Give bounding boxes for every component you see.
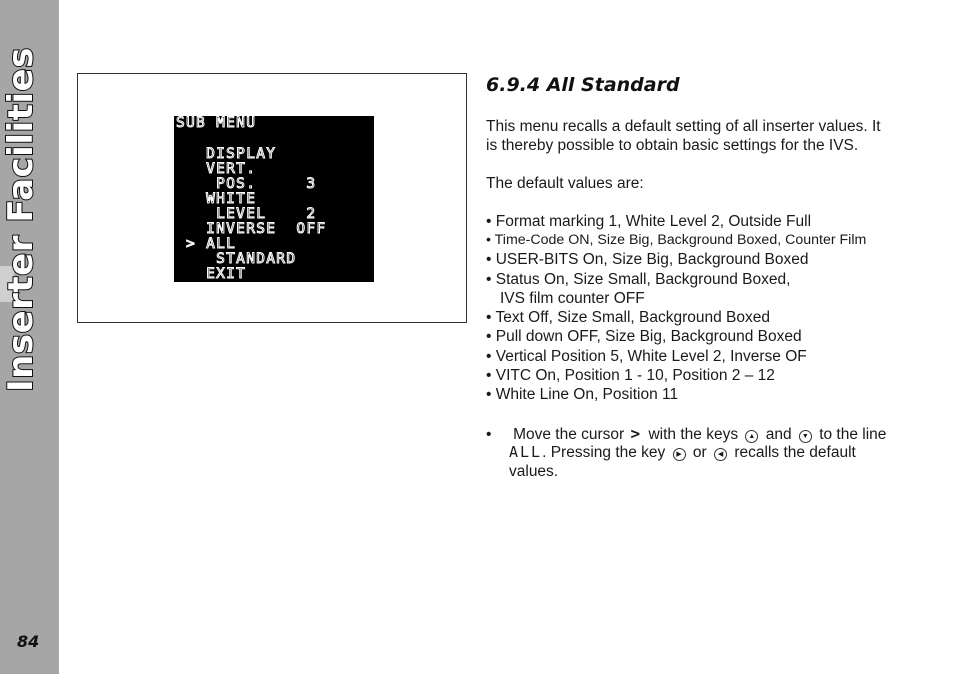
chapter-title: Inserter Facilities xyxy=(1,47,41,392)
osd-line: LEVEL 2 xyxy=(176,206,317,222)
sidebar xyxy=(0,0,59,674)
default-item: • VITC On, Position 1 - 10, Position 2 – 12 xyxy=(486,367,775,384)
left-key-icon: ◀ xyxy=(714,448,727,461)
default-item: • Vertical Position 5, White Level 2, Inverse OF xyxy=(486,348,807,365)
defaults-label: The default values are: xyxy=(486,175,644,192)
instruction-line-1 xyxy=(486,424,886,444)
osd-line: SUB MENU xyxy=(176,116,257,131)
osd-line: EXIT xyxy=(176,266,247,282)
instruction-text: . Pressing the key xyxy=(542,444,666,461)
osd-line: POS. 3 xyxy=(176,176,317,192)
default-item: • Time-Code ON, Size Big, Background Boxed, Counter Film xyxy=(486,232,867,248)
instruction-text: Move the cursor xyxy=(513,426,625,443)
instruction-text: and xyxy=(765,426,792,443)
osd-line-selected: > ALL xyxy=(176,236,237,252)
default-item: • Text Off, Size Small, Background Boxed xyxy=(486,309,770,326)
default-item: • Format marking 1, White Level 2, Outside Full xyxy=(486,213,812,230)
instruction-line-2 xyxy=(509,443,856,462)
instruction-text: recalls the default xyxy=(734,444,856,461)
osd-display xyxy=(174,116,374,282)
page-number: 84 xyxy=(17,632,40,651)
default-item: • White Line On, Position 11 xyxy=(486,386,679,403)
right-key-icon: ▶ xyxy=(673,448,686,461)
menu-line-name: ALL xyxy=(509,443,543,461)
cursor-symbol: > xyxy=(630,424,641,443)
instruction-text: to the line xyxy=(819,426,887,443)
instruction-line-3: values. xyxy=(509,463,559,480)
instruction-bullet: • xyxy=(486,426,492,443)
osd-line: WHITE xyxy=(176,191,257,207)
up-key-icon: ▲ xyxy=(745,430,758,443)
default-item: • USER-BITS On, Size Big, Background Boxed xyxy=(486,251,809,268)
instruction-text: or xyxy=(692,444,707,461)
default-item: • Status On, Size Small, Background Boxed, xyxy=(486,271,791,288)
osd-line: DISPLAY xyxy=(176,146,277,162)
osd-line: STANDARD xyxy=(176,251,297,267)
osd-line: INVERSE OFF xyxy=(176,221,327,237)
default-item: • Pull down OFF, Size Big, Background Boxed xyxy=(486,328,802,345)
instruction-text: with the keys xyxy=(648,426,739,443)
osd-line: VERT. xyxy=(176,161,257,177)
section-heading: 6.9.4 All Standard xyxy=(486,74,680,96)
intro-paragraph: is thereby possible to obtain basic settings for the IVS. xyxy=(486,137,859,154)
down-key-icon: ▼ xyxy=(799,430,812,443)
default-item-continuation: IVS film counter OFF xyxy=(500,290,645,307)
intro-paragraph: This menu recalls a default setting of all inserter values. It xyxy=(486,118,881,135)
osd-screen-frame xyxy=(77,73,467,323)
